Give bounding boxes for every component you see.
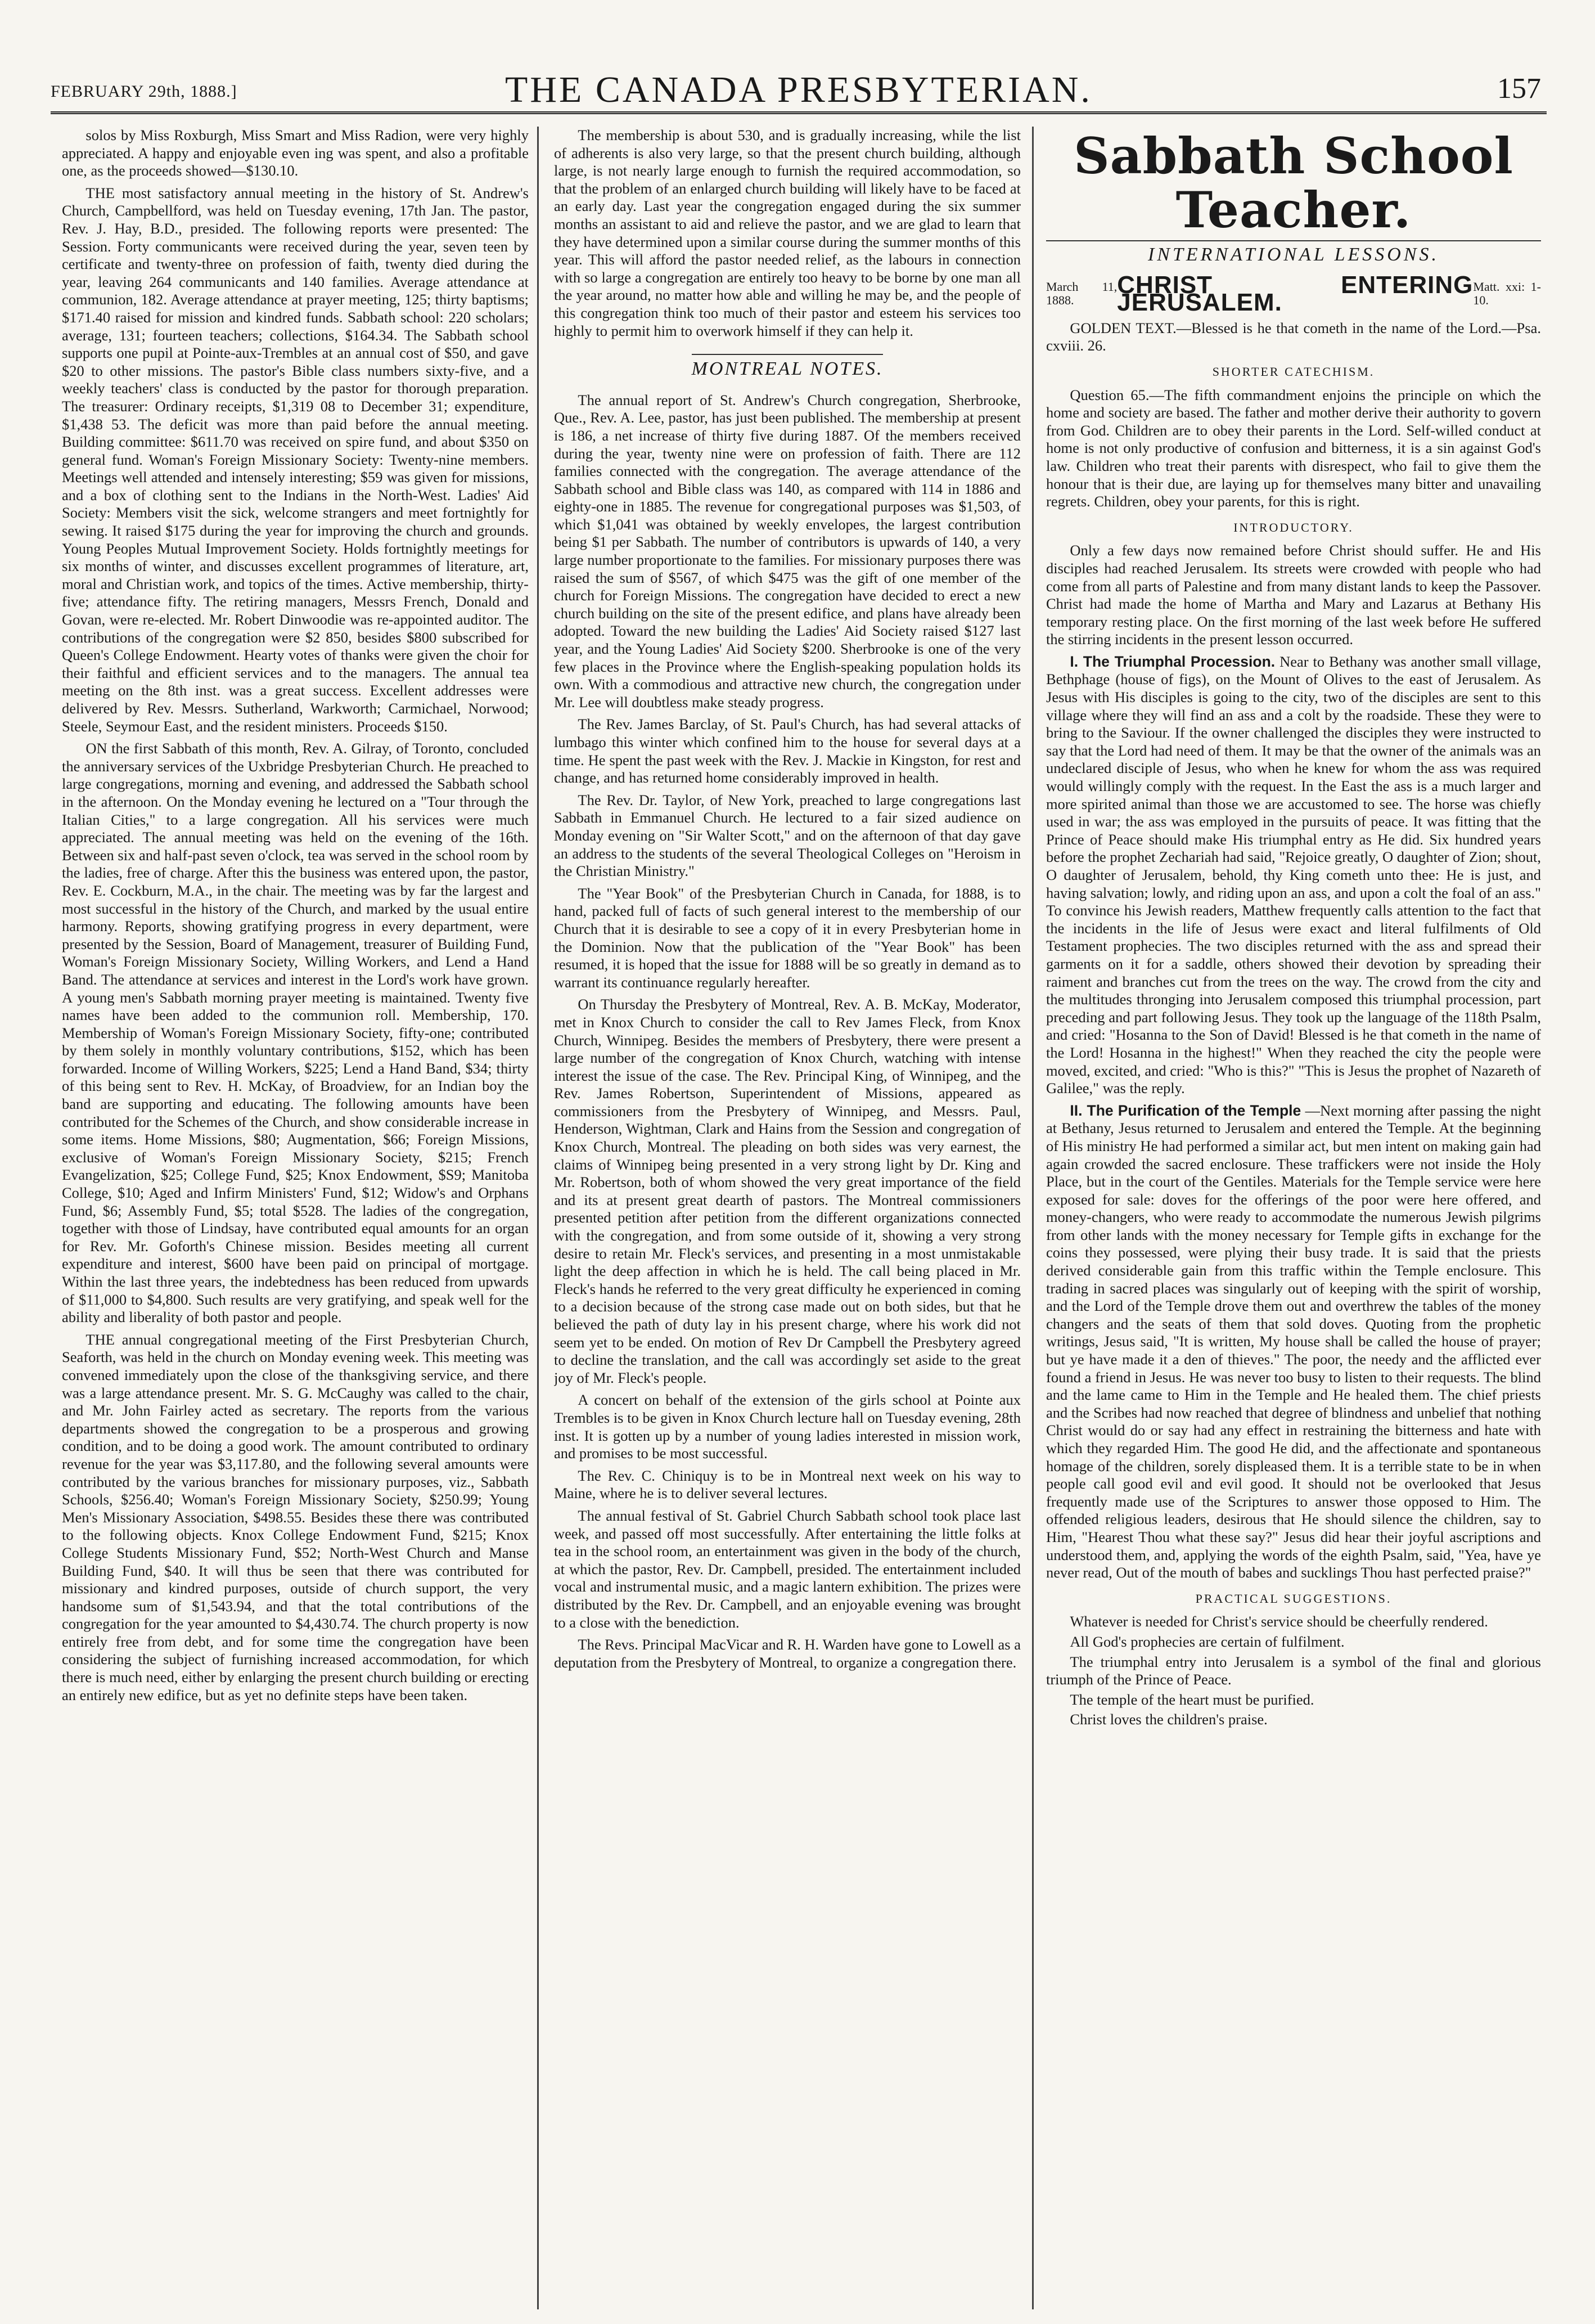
catechism-text: Question 65.—The fifth commandment enjoins the principle on which the home and society are based. The father and mother derive their authority to govern from God. Children are to obey their parents in the Lord. Self-willed conduct at home is not only productive of confusion and bitterness, it is a sin against God's law. Children who treat their parents with disrespect, who fail to give them the honour that is their due, are laying up for themselves many bitter and unavailing regrets. Children, obey your parents, for this is right. (1046, 386, 1541, 510)
practical-suggestion: The triumphal entry into Jerusalem is a symbol of the final and glorious triumph of the Prince of Peace. (1046, 1653, 1541, 1688)
practical-title: PRACTICAL SUGGESTIONS. (1195, 1591, 1392, 1606)
article-paragraph: On Thursday the Presbytery of Montreal, Rev. A. B. McKay, Moderator, met in Knox Church to consider the call to Rev James Fleck, from Knox Church, Winnipeg. Besides the members of Presbytery, there were present a large number of the congregation of Knox Church, watching with intense interest the issue of the case. The Rev. Principal King, of Winnipeg, and the Rev. James Robertson, Superintendent of Missions, appeared as commissioners from the Presbytery of Winnipeg, and Messrs. Paul, Henderson, Wightman, Clark and Hains from the Session and congregation of Knox Church, Montreal. The pleading on both sides was very earnest, the claims of Winnipeg being presented in a very strong light by Dr. King and Mr. Robertson, both of whom showed the very great importance of the field and its at present great dearth of pastors. The Montreal commissioners presented petition after petition from the different organizations connected with the congregation, and from some outside of it, showing a very strong desire to retain Mr. Fleck's services, and presenting in a most unmistakable light the deep affection in which he is held. The call being placed in Mr. Fleck's hands he referred to the very great difficulty he experienced in coming to a decision because of the strong case made out on both sides, but that he believed the path of duty lay in his present charge, where his work did not seem yet to be ended. On motion of Rev Dr Campbell the Presbytery agreed to decline the translation, and the call was accordingly set aside to the great joy of Mr. Fleck's people. (554, 996, 1021, 1386)
lesson-date: March 11, 1888. (1046, 280, 1118, 308)
column-divider (537, 127, 539, 2309)
introductory-text: Only a few days now remained before Christ should suffer. He and His disciples had reached Jerusalem. Its streets were crowded with people who had come from all parts of Palestine and from many distant lands to keep the Passover. Christ had made the home of Martha and Mary and Lazarus at Bethany His temporary resting place. On the first morning of the last week before He suffered the stirring incidents in the present lesson occurred. (1046, 542, 1541, 648)
article-paragraph: A concert on behalf of the extension of the girls school at Pointe aux Trembles is to be given in Knox Church lecture hall on Tuesday evening, 28th inst. It is gotten up by a number of young ladies interested in mission work, and promises to be most successful. (554, 1391, 1021, 1462)
column-two (554, 127, 1021, 2315)
lesson-title: CHRIST ENTERING JERUSALEM. (1117, 271, 1474, 317)
lesson-header (1046, 271, 1541, 317)
issue-date: FEBRUARY 29th, 1888.] (51, 82, 237, 101)
lesson-section (1046, 1102, 1541, 1582)
article-paragraph: The Rev. James Barclay, of St. Paul's Church, has had several attacks of lumbago this winter which confined him to the house for several days at a time. He spent the past week with the Rev. J. Mackie in Kingston, for rest and change, and has returned home considerably improved in health. (554, 716, 1021, 786)
section-heading: Sabbath School Teacher. (1074, 127, 1513, 239)
introductory-title: INTRODUCTORY. (1233, 520, 1354, 534)
lesson-reference: Matt. xxi: 1-10. (1473, 280, 1541, 308)
article-paragraph: The Rev. Dr. Taylor, of New York, preached to large congregations last Sabbath in Emmanuel Church. He lectured to a fair sized audience on Monday evening on "Sir Walter Scott," and on the afternoon of that day gave an address to the students of the several Theological Colleges on "Heroism in the Christian Ministry." (554, 791, 1021, 880)
article-paragraph: The "Year Book" of the Presbyterian Church in Canada, for 1888, is to hand, packed full of facts of such general interest to the membership of our Church that it is desirable to see a copy of it in every Presbyterian home in the Dominion. Now that the publication of the "Year Book" has been resumed, it is hoped that the issue for 1888 will be so greatly in demand as to warrant its continuance regularly hereafter. (554, 884, 1021, 991)
article-paragraph: The annual report of St. Andrew's Church congregation, Sherbrooke, Que., Rev. A. Lee, pastor, has just been published. The membership at present is 186, a net increase of thirty five during 1887. Of the members received during the year, twenty nine were on profession of faith. There are 112 families connected with the congregation. The average attendance of the Sabbath school and Bible class was 140, as compared with 114 in 1886 and eighty-one in 1885. The revenue for congregational purposes was $1,503, of which $1,041 was obtained by weekly envelopes, the largest contribution being $1 per Sabbath. The number of contributors is upwards of 140, a very large number proportionate to the families. For missionary purposes there was raised the sum of $567, of which $475 was the gift of one member of the church for Foreign Missions. The congregation have decided to erect a new church building on the site of the present edifice, and plans have already been adopted. Toward the new building the Ladies' Aid Society raised $127 last year, and the Young Ladies' Aid Society $200. Sherbrooke is one of the very few places in the Province where the English-speaking population holds its own. With a commodious and attractive new church, the congregation under Mr. Lee will doubtless make steady progress. (554, 391, 1021, 711)
column-three (1046, 127, 1541, 2315)
publication-title: THE CANADA PRESBYTERIAN. (505, 69, 1092, 110)
section-subheading: INTERNATIONAL LESSONS. (1046, 240, 1541, 264)
article-paragraph: The Rev. C. Chiniquy is to be in Montreal next week on his way to Maine, where he is to deliver several lectures. (554, 1467, 1021, 1502)
lesson-section-title: I. The Triumphal Procession. (1070, 653, 1276, 670)
practical-suggestion: All God's prophecies are certain of fulfilment. (1070, 1633, 1345, 1650)
golden-text: GOLDEN TEXT.—Blessed is he that cometh in the name of the Lord.—Psa. cxviii. 26. (1046, 319, 1541, 354)
article-paragraph: The annual festival of St. Gabriel Church Sabbath school took place last week, and passed off most successfully. After entertaining the little folks at tea in the school room, an entertainment was given in the body of the church, at which the pastor, Rev. Dr. Campbell, presided. The entertainment included vocal and instrumental music, and a magic lantern exhibition. The prizes were distributed by the Rev. Dr. Campbell, and an enjoyable evening was brought to a close with the benediction. (554, 1507, 1021, 1631)
catechism-title: SHORTER CATECHISM. (1212, 364, 1375, 379)
column-one (62, 127, 529, 2315)
practical-suggestion: The temple of the heart must be purified. (1070, 1691, 1314, 1708)
lesson-section-text: Near to Bethany was another small village, Bethphage (house of figs), on the Mount of Olives to the east of Jerusalem. As Jesus with His disciples is going to the city, two of the disciples are sent to this village where they will find an ass and a colt by the roadside. These they were to bring to the Saviour. If the owner challenged the disciples they were instructed to say that the Lord had need of them. It may be that the owner of the animals was an undeclared disciple of Jesus, who when he knew for whom the ass was required would willingly comply with the request. In the East the ass is a much larger and more spirited animal than those we are accustomed to see. The horse was chiefly used in war; the ass was employed in the pursuits of peace. It was fitting that the Prince of Peace should make His triumphal entry as He did. Six hundred years before the prophet Zechariah had said, "Rejoice greatly, O daughter of Zion; shout, O daughter of Jerusalem, behold, thy King cometh unto thee: He is just, and having salvation; lowly, and riding upon an ass, and upon a colt the foal of an ass." To convince his Jewish readers, Matthew frequently calls attention to the fact that the incidents in the life of Jesus were exact and literal fulfilments of Old Testament prophecies. The two disciples returned with the ass and spread their garments on it for a saddle, others showed their devotion by spreading their raiment and branches cut from the trees on the way. The crowd from the city and the multitudes thronging into Jerusalem composed this triumphal procession, part preceding and part following Jesus. They took up the language of the 118th Psalm, and cried: "Hosanna to the Son of David! Blessed is he that cometh in the name of the Lord! Hosanna in the highest!" When they reached the city the people were moved, excited, and cried: "Who is this?" "This is Jesus the prophet of Nazareth of Galilee," was the reply. (1046, 653, 1541, 1097)
masthead (51, 66, 1547, 114)
article-paragraph: ON the first Sabbath of this month, Rev. A. Gilray, of Toronto, concluded the anniversary services of the Uxbridge Presbyterian Church. He preached to large congregations, morning and evening, and addressed the Sabbath school in the afternoon. On the Monday evening he lectured on a "Tour through the Italian Cities," to a large congregation. All his services were much appreciated. The annual meeting was held on the evening of the 16th. Between six and half-past seven o'clock, tea was served in the school room by the ladies, free of charge. After this the business was entered upon, the pastor, Rev. E. Cockburn, M.A., in the chair. The meeting was by far the largest and most successful in the history of the Church, and marked by the usual entire harmony. Reports, showing gratifying progress in every department, were presented by the Session, Board of Management, treasurer of Building Fund, Woman's Foreign Missionary Society, Willing Workers, and Lend a Hand Band. The attendance at services and interest in the Lord's work have grown. A young men's Sabbath morning prayer meeting is maintained. Twenty five names have been added to the communion roll. Membership, 170. Membership of Woman's Foreign Missionary Society, fifty-one; contributed by them solely in monthly voluntary contributions, $152, which has been forwarded. Income of Willing Workers, $225; Lend a Hand Band, $34; thirty of this being sent to Rev. H. McKay, of Broadview, for an Indian boy the band are supporting and educating. The following amounts have been contributed for the Schemes of the Church, and show considerable increase in some items. Home Missions, $80; Augmentation, $66; Foreign Missions, exclusive of Woman's Foreign Missionary Society, $215; French Evangelization, $25; College Fund, $25; Knox Endowment, $S9; Manitoba College, $10; Aged and Infirm Ministers' Fund, $12; Widow's and Orphans Fund, $6; Assembly Fund, $5; total $528. The ladies of the congregation, together with those of Lindsay, have contributed equal amounts for an organ for Rev. Mr. Goforth's Chinese mission. Besides meeting all current expenditure and interest, $600 have been paid on principal of mortgage. Within the last three years, the indebtedness has been reduced from upwards of $11,000 to $4,800. Such results are very gratifying, and speak well for the ability and liberality of both pastor and people. (62, 740, 529, 1326)
article-paragraph: solos by Miss Roxburgh, Miss Smart and Miss Radion, were very highly appreciated. A happy and enjoyable even ing was spent, and also a profitable one, as the proceeds showed—$130.10. (62, 127, 529, 179)
column-divider (1032, 127, 1034, 2309)
article-paragraph: THE annual congregational meeting of the First Presbyterian Church, Seaforth, was held in the church on Monday evening week. This meeting was convened immediately upon the close of the thanksgiving service, and there was a large attendance present. Mr. S. G. McCaughy was called to the chair, and Mr. John Fairley acted as secretary. The reports from the various departments showed the congregation to be a prosperous and growing condition, and to be doing a good work. The amount contributed to ordinary revenue for the year was $3,117.80, and the following several amounts were contributed by the various branches for missionary purposes, viz., Sabbath Schools, $256.40; Woman's Foreign Missionary Society, $250.99; Young Men's Missionary Association, $498.55. Besides these there was contributed to the following objects. Knox College Endowment Fund, $215; Knox College Students Missionary Fund, $52; North-West Church and Manse Building Fund, $40. It will thus be seen that there was contributed for missionary and kindred purposes, outside of church support, the very handsome sum of $1,543.94, and that the total contributions of the congregation for the year amounted to $4,430.74. The church property is now entirely free from debt, and for some time the congregation have been considering the subject of furnishing increased accommodation, for which there is much need, either by enlarging the present church building or erecting an entirely new edifice, but as yet no definite steps have been taken. (62, 1330, 529, 1703)
lesson-section-text: —Next morning after passing the night at Bethany, Jesus returned to Jerusalem and entered the Temple. At the beginning of His ministry He had performed a similar act, but men intent on making gain had again crowded the sacred enclosure. These traffickers were not inside the Holy Place, but in the court of the Gentiles. Materials for the Temple service were here exposed for sale: doves for the offerings of the poor were here offered, and money-changers, who were ready to accommodate the numerous Jewish pilgrims from other lands with the money necessary for Temple gifts in exchange for the coins they possessed, were plying their busy trade. It is said that the priests derived considerable gain from this traffic within the Temple enclosure. This trading in sacred places was singularly out of keeping with the spirit of worship, and the Lord of the Temple drove them out and overthrew the tables of the money changers and the seats of them that sold doves. Quoting from the prophetic writings, Jesus said, "It is written, My house shall be called the house of prayer; but ye have made it a den of thieves." The poor, the needy and the afflicted ever found a friend in Jesus. He was never too busy to listen to their requests. The blind and the lame came to Him in the Temple and He healed them. The chief priests and the Scribes had now reached that degree of blindness and unbelief that nothing Christ would do or say had any effect in restraining the bitterness and hate with which they regarded Him. The good He did, and the affectionate and spontaneous homage of the children, sorely displeased them. It is a terrible state to be in when people call good evil and evil good. It should not be overlooked that Jesus frequently made use of the Scriptures to answer those opposed to Him. The offended religious leaders, desirous that He should silence the children, say to Him, "Hearest Thou what these say?" Jesus did hear their joyful ascriptions and understood them, and, applying the words of the eighth Psalm, said, "Yea, have ye never read, Out of the mouth of babes and sucklings Thou hast perfected praise?" (1046, 1102, 1541, 1581)
lesson-section-title: II. The Purification of the Temple (1070, 1102, 1301, 1119)
practical-suggestion: Christ loves the children's praise. (1070, 1711, 1268, 1728)
page-number: 157 (1497, 73, 1541, 105)
section-title-text: MONTREAL NOTES. (692, 354, 884, 379)
practical-suggestion: Whatever is needed for Christ's service should be cheerfully rendered. (1070, 1613, 1488, 1630)
lesson-section (1046, 653, 1541, 1098)
section-title (554, 360, 1021, 378)
article-paragraph: The Revs. Principal MacVicar and R. H. Warden have gone to Lowell as a deputation from the Presbytery of Montreal, to organize a congregation there. (554, 1636, 1021, 1671)
article-paragraph: THE most satisfactory annual meeting in the history of St. Andrew's Church, Campbellford, was held on Tuesday evening, 17th Jan. The pastor, Rev. J. Hay, B.D., presided. The following reports were presented: The Session. Forty communicants were received during the year, seven teen by certificate and twenty-three on profession of faith, twenty died during the year, leaving 264 communicants and 140 families. Average attendance at communion, 182. Average attendance at prayer meeting, 125; thirty baptisms; $171.40 raised for mission and kindred funds. Sabbath school: 220 scholars; average, 131; fourteen teachers; collections, $164.34. The Sabbath school supports one pupil at Pointe-aux-Trembles at an annual cost of $50, and gave $20 to other missions. The pastor's Bible class numbers sixty-five, and a weekly teachers' class is conducted by the pastor for thorough preparation. The treasurer: Ordinary receipts, $1,319 08 to December 31; expenditure, $1,438 53. The deficit was more than paid before the annual meeting. Building committee: $611.70 was received on spire fund, and about $350 on general fund. Woman's Foreign Missionary Society: Twenty-nine members. Meetings well attended and intensely interesting; $59 was given for missions, and a box of clothing sent to the Indians in the North-West. Ladies' Aid Society: Members visit the sick, welcome strangers and meet fortnightly for sewing. It raised $175 during the year for improving the church and grounds. Young Peoples Mutual Improvement Society. Holds fortnightly meetings for six months of winter, and discusses excellent programmes of literature, art, moral and Christian work, and topics of the times. Active membership, thirty-five; attendance fifty. The retiring managers, Messrs French, Donald and Govan, were re-elected. Mr. Robert Dinwoodie was re-appointed auditor. The contributions of the congregation were $2 850, besides $800 subscribed for Queen's College Endowment. Hearty votes of thanks were given the choir for their faithful and efficient services and to the managers. The annual tea meeting on the 8th inst. was a great success. Excellent addresses were delivered by Rev. Messrs. Sutherland, Warkworth; Carmichael, Norwood; Steele, Seymour East, and the resident ministers. Proceeds $150. (62, 184, 529, 735)
article-paragraph: The membership is about 530, and is gradually increasing, while the list of adherents is also very large, so that the present church building, although large, is not nearly large enough to furnish the required accommodation, so that the problem of an enlarged church building will likely have to be faced at an early day. Last year the congregation engaged during the six summer months an assistant to aid and relieve the pastor, and we are glad to learn that they have determined upon a similar course during the summer months of this year. This will afford the pastor needed relief, as the labours in connection with so large a congregation are entirely too heavy to be borne by one man all the year around, no matter how able and willing he may be, and the people of this congregation think too much of their pastor and esteem his services too highly to permit him to overwork himself if they can help it. (554, 127, 1021, 339)
